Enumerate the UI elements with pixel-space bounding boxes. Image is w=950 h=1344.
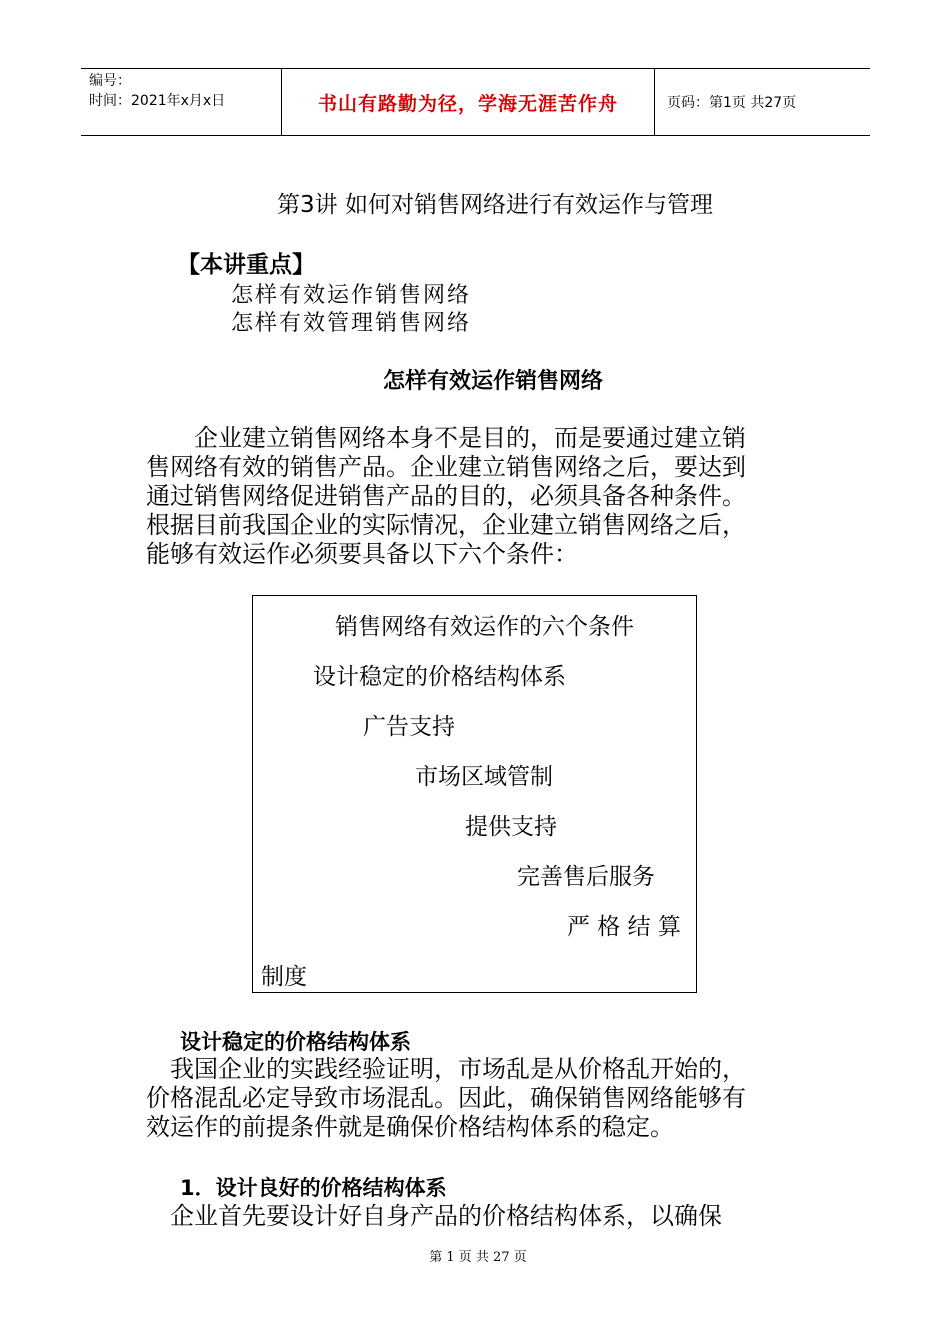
key-point-item: 怎样有效运作销售网络 xyxy=(231,283,472,308)
header-motto: 书山有路勤为径，学海无涯苦作舟 xyxy=(317,92,618,115)
header-meta-cell xyxy=(81,69,282,135)
doc-date-label: 时间：2021年x月x日 xyxy=(89,93,226,109)
paragraph-line: 售网络有效的销售产品。企业建立销售网络之后，要达到 xyxy=(146,453,746,481)
condition-item: 设计稳定的价格结构体系 xyxy=(313,664,566,690)
lecture-title: 第3讲 如何对销售网络进行有效运作与管理 xyxy=(277,192,713,218)
header-motto-cell xyxy=(282,69,655,135)
subsection-paragraph xyxy=(146,1055,808,1142)
paragraph-line: 企业建立销售网络本身不是目的，而是要通过建立销 xyxy=(146,424,746,452)
paragraph-line: 能够有效运作必须要具备以下六个条件： xyxy=(146,540,578,568)
header-page-label: 页码：第1页 共27页 xyxy=(667,95,797,111)
condition-item: 提供支持 xyxy=(465,814,557,840)
paragraph-line: 价格混乱必定导致市场混乱。因此，确保销售网络能够有 xyxy=(146,1084,746,1112)
condition-item: 广告支持 xyxy=(363,714,455,740)
paragraph-line: 企业首先要设计好自身产品的价格结构体系，以确保 xyxy=(146,1202,722,1230)
paragraph-line: 通过销售网络促进销售产品的目的，必须具备各种条件。 xyxy=(146,482,746,510)
conditions-box xyxy=(252,595,697,993)
paragraph-line: 根据目前我国企业的实际情况，企业建立销售网络之后， xyxy=(146,511,746,539)
key-point-item: 怎样有效管理销售网络 xyxy=(231,311,472,336)
subsection-heading: 1．设计良好的价格结构体系 xyxy=(180,1176,447,1200)
header-page-cell xyxy=(655,69,870,135)
condition-item: 完善售后服务 xyxy=(517,864,655,890)
subsection-heading: 设计稳定的价格结构体系 xyxy=(180,1030,411,1054)
subsection-paragraph xyxy=(146,1202,808,1231)
condition-item: 制度 xyxy=(261,964,307,990)
doc-number-label: 编号： xyxy=(89,73,131,89)
paragraph-line: 效运作的前提条件就是确保价格结构体系的稳定。 xyxy=(146,1113,674,1141)
conditions-box-title: 销售网络有效运作的六个条件 xyxy=(335,614,634,640)
section-paragraph xyxy=(146,424,808,569)
condition-item: 严 格 结 算 xyxy=(567,914,681,940)
section-title: 怎样有效运作销售网络 xyxy=(382,369,603,394)
paragraph-line: 我国企业的实践经验证明，市场乱是从价格乱开始的， xyxy=(146,1055,746,1083)
page-footer: 第 1 页 共 27 页 xyxy=(429,1250,527,1265)
condition-item: 市场区域管制 xyxy=(415,764,553,790)
key-points-heading: 【本讲重点】 xyxy=(177,252,315,278)
document-header xyxy=(81,68,870,136)
